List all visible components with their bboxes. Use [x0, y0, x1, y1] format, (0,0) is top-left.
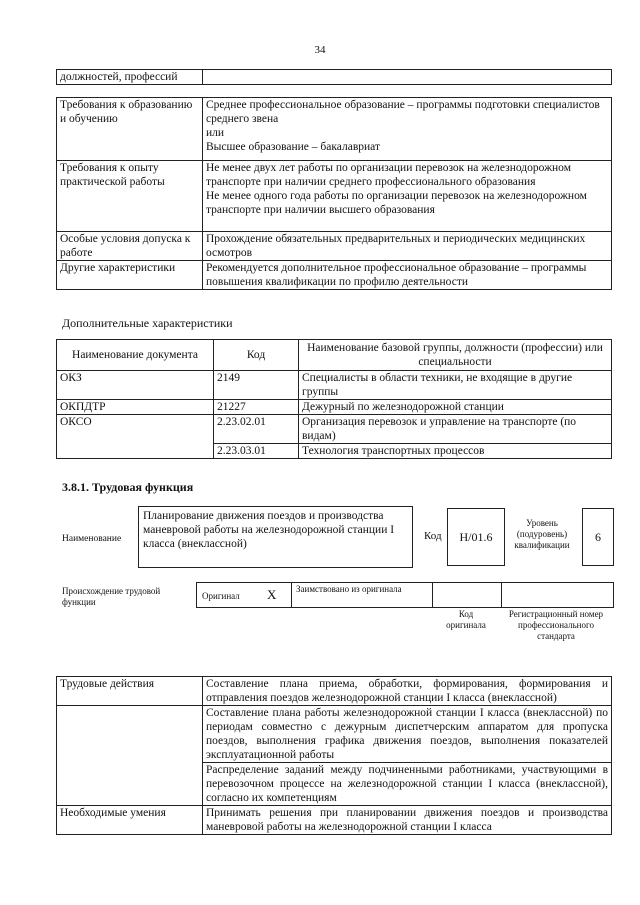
top-row-label: должностей, профессий: [57, 70, 203, 85]
table-row: [57, 677, 612, 706]
requirements-table: [56, 97, 612, 290]
cell-doc: ОКСО: [57, 415, 214, 444]
table-row: [57, 763, 612, 806]
req-line: Среднее профессиональное образование – программы подготовки специалистов среднего звена: [206, 99, 600, 125]
page-number: 34: [314, 44, 326, 56]
additional-characteristics-title: Дополнительные характеристики: [62, 316, 233, 330]
cell-name: Организация перевозок и управление на транспорте (по видам): [299, 415, 612, 444]
table-row: [57, 706, 612, 763]
origin-label: Происхождение трудовой функции: [62, 586, 161, 607]
code-label: Код: [424, 530, 442, 542]
req-line: Не менее двух лет работы по организации перевозок на железнодорожном транспорте при наличии среднего профессионального образования: [206, 162, 571, 188]
table-row: [57, 400, 612, 415]
table-header-row: [57, 340, 612, 371]
table-row: [57, 98, 612, 161]
top-row-value: [203, 70, 612, 85]
cell-doc: ОКПДТР: [57, 400, 214, 415]
req-value: [203, 98, 612, 161]
cell-doc: [57, 444, 214, 459]
original-label: Оригинал: [202, 591, 240, 601]
cell-doc: ОКЗ: [57, 371, 214, 400]
cell-code: 2149: [214, 371, 299, 400]
req-value: Прохождение обязательных предварительных и периодических медицинских осмотров: [203, 232, 612, 261]
cell-name: Технология транспортных процессов: [299, 444, 612, 459]
reg-number-box: [501, 582, 614, 608]
cell-code: 21227: [214, 400, 299, 415]
column-header: Код: [214, 340, 299, 371]
reg-number-label: Регистрационный номер профессионального стандарта: [508, 609, 604, 641]
qualification-level: 6: [582, 508, 614, 566]
req-label: Требования к опыту практической работы: [57, 161, 203, 232]
original-box: [196, 582, 292, 608]
labor-label-cont: [57, 763, 203, 806]
req-value: [203, 161, 612, 232]
req-line: Высшее образование – бакалавриат: [206, 141, 380, 153]
borrowed-label: Заимствовано из оригинала: [296, 584, 402, 594]
labor-item: Принимать решения при планировании движения поездов и производства маневровой работы на железнодорожной станции I класса: [203, 806, 612, 835]
labor-item: Составление плана приема, обработки, формирования, формирования и отправления поездов железнодорожной станции I класса (внеклассной): [203, 677, 612, 706]
additional-table: [56, 339, 612, 459]
req-line: Не менее одного года работы по организации перевозок на железнодорожном транспорте при наличии высшего образования: [206, 190, 587, 216]
labor-label: Необходимые умения: [57, 806, 203, 835]
borrowed-box: [291, 582, 433, 608]
cell-code: 2.23.02.01: [214, 415, 299, 444]
table-row: [57, 232, 612, 261]
req-label: Особые условия допуска к работе: [57, 232, 203, 261]
code-original-box: [432, 582, 502, 608]
table-row: [57, 444, 612, 459]
labor-label-cont: [57, 706, 203, 763]
req-label: Другие характеристики: [57, 261, 203, 290]
req-line: или: [206, 127, 225, 139]
table-row: [57, 261, 612, 290]
code-original-label: Код оригинала: [446, 609, 486, 630]
labor-item: Составление плана работы железнодорожной станции I класса (внеклассной) по периодам совместно с дежурным диспетчерским аппаратом для пропуска поездов, выполнения графика движения поездов, выполнения показателей эксплуатационной работы: [203, 706, 612, 763]
req-value: Рекомендуется дополнительное профессиональное образование – программы повышения квалификации по профилю деятельности: [203, 261, 612, 290]
cell-name: Дежурный по железнодорожной станции: [299, 400, 612, 415]
level-label: Уровень (подуровень) квалификации: [514, 518, 570, 550]
table-row: [57, 161, 612, 232]
table-row: [57, 371, 612, 400]
function-name: Планирование движения поездов и производства маневровой работы на железнодорожной станции I класса (внеклассной): [138, 506, 413, 568]
labor-table: [56, 676, 612, 835]
name-label: Наименование: [62, 534, 122, 544]
top-row-table: [56, 69, 612, 85]
table-row: [57, 415, 612, 444]
function-code: H/01.6: [447, 508, 505, 566]
original-mark: X: [267, 587, 277, 602]
cell-name: Специалисты в области техники, не входящие в другие группы: [299, 371, 612, 400]
column-header: Наименование базовой группы, должности (профессии) или специальности: [299, 340, 612, 371]
labor-label: Трудовые действия: [57, 677, 203, 706]
table-row: [57, 806, 612, 835]
req-label: Требования к образованию и обучению: [57, 98, 203, 161]
labor-item: Распределение заданий между подчиненными работниками, участвующими в перевозочном процессе на железнодорожной станции I класса (внеклассной), согласно их компетенциям: [203, 763, 612, 806]
column-header: Наименование документа: [57, 340, 214, 371]
section-title: 3.8.1. Трудовая функция: [62, 480, 194, 494]
cell-code: 2.23.03.01: [214, 444, 299, 459]
